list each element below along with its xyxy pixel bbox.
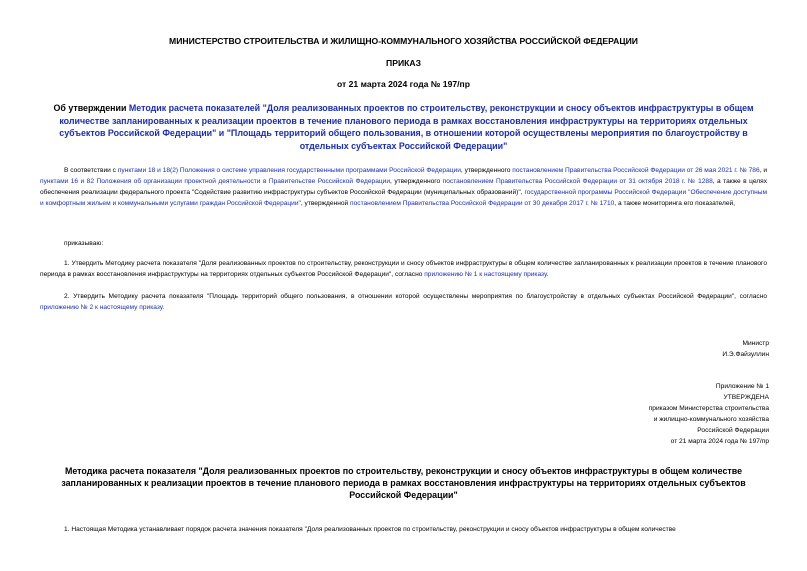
- link-postanovlenie-1710[interactable]: постановлением Правительства Российской Федерации от 30 декабря 2017 г. № 1710: [350, 199, 615, 207]
- link-punkty-16-82[interactable]: пунктами 16 и 82 Положения об организации проектной деятельности в Правительстве Российской Федерации: [40, 177, 391, 185]
- approval-line-3: приказом Министерства строительства: [648, 404, 769, 412]
- preamble-text-1: В соответствии с: [64, 167, 118, 174]
- appendix-1-link[interactable]: приложению № 1 к настоящему приказу: [424, 270, 547, 278]
- title-link[interactable]: Методик расчета показателей "Доля реализованных проектов по строительству, реконструкции и сносу объектов инфраструктуры в общем количестве запланированных к реализации проектов в течение планового периода в рамках восстановления инфраструктуры на территориях отдельных субъектов Российской Федерации" и "Площадь территорий общего пользования, в отношении которой осуществлены мероприятия по благоустройству в отдельных субъектах Российской Федерации": [59, 103, 754, 151]
- preamble-text-3: , и: [759, 167, 767, 174]
- link-postanovlenie-786[interactable]: постановлением Правительства Российской Федерации от 26 мая 2021 г. № 786: [512, 167, 760, 174]
- approval-line-4: и жилищно-коммунального хозяйства: [653, 415, 769, 423]
- item-2-text: 2. Утвердить Методику расчета показателя "Площадь территорий общего пользования, в отношении которой осуществлены мероприятия по благоустройству в отдельных субъектах Российской Федерации", согласно: [64, 293, 767, 300]
- preamble-text-5: , а также в целях обеспечения реализации федерального проекта "Содействие развитию инфраструктуры субъектов Российской Федерации (муниципальных образований)",: [40, 177, 768, 196]
- item-1-text: 1. Утвердить Методику расчета показателя "Доля реализованных проектов по строительству, реконструкции и сносу объектов инфраструктуры в общем количестве запланированных к реализации проектов в течение планового периода в рамках восстановления инфраструктуры на территориях отдельных субъектов Российской Федерации", согласно: [40, 260, 767, 278]
- preamble-text-4: , утвержденного: [390, 177, 443, 185]
- link-punkty-18[interactable]: пунктами 18 и 18(2) Положения о системе управления государственными программами Российской Федерации: [117, 167, 461, 174]
- link-gosprogramma[interactable]: государственной программы Российской Федерации "Обеспечение доступным и комфортным жильем и коммунальными услугами граждан Российской Федерации": [40, 188, 767, 207]
- order-word: приказываю:: [64, 240, 104, 247]
- preamble-paragraph: [40, 166, 767, 210]
- item-2-end: .: [162, 303, 165, 311]
- signature-position: Министр: [742, 340, 769, 347]
- approval-line-1: Приложение № 1: [715, 383, 769, 390]
- signature-name: И.Э.Файзуллин: [722, 350, 769, 358]
- item-2-paragraph: [40, 292, 767, 314]
- document-title: [40, 102, 767, 152]
- title-prefix: Об утверждении: [53, 103, 129, 113]
- method-paragraph-1: 1. Настоящая Методика устанавливает порядок расчета значения показателя "Доля реализованных проектов по строительству, реконструкции и сносу объектов инфраструктуры в общем количестве: [64, 526, 676, 533]
- approval-block: [649, 382, 769, 447]
- link-postanovlenie-1288[interactable]: постановлением Правительства Российской Федерации от 31 октября 2018 г. № 1288: [442, 177, 713, 185]
- preamble-text-2: , утвержденного: [460, 167, 513, 174]
- ministry-heading: МИНИСТЕРСТВО СТРОИТЕЛЬСТВА И ЖИЛИЩНО-КОММУНАЛЬНОГО ХОЗЯЙСТВА РОССИЙСКОЙ ФЕДЕРАЦИИ: [169, 36, 638, 46]
- item-1-end: .: [546, 270, 549, 278]
- approval-line-2: УТВЕРЖДЕНА: [723, 393, 769, 401]
- preamble-text-6: , утвержденной: [300, 199, 351, 207]
- doc-date-number: от 21 марта 2024 года № 197/пр: [337, 79, 470, 89]
- preamble-text-7: , а также мониторинга его показателей,: [614, 199, 736, 207]
- approval-line-5: Российской Федерации: [697, 426, 769, 434]
- signature-block: [722, 339, 769, 361]
- doc-type-heading: ПРИКАЗ: [386, 58, 421, 68]
- method-title: Методика расчета показателя "Доля реализованных проектов по строительству, реконструкции и сносу объектов инфраструктуры в общем количестве запланированных к реализации проектов в течение планового периода в рамках восстановления инфраструктуры на территориях отдельных субъектов Российской Федерации": [61, 466, 746, 501]
- appendix-2-link[interactable]: приложению № 2 к настоящему приказу: [40, 303, 163, 311]
- approval-line-6: от 21 марта 2024 года № 197/пр: [670, 437, 769, 445]
- item-1-paragraph: [40, 259, 767, 281]
